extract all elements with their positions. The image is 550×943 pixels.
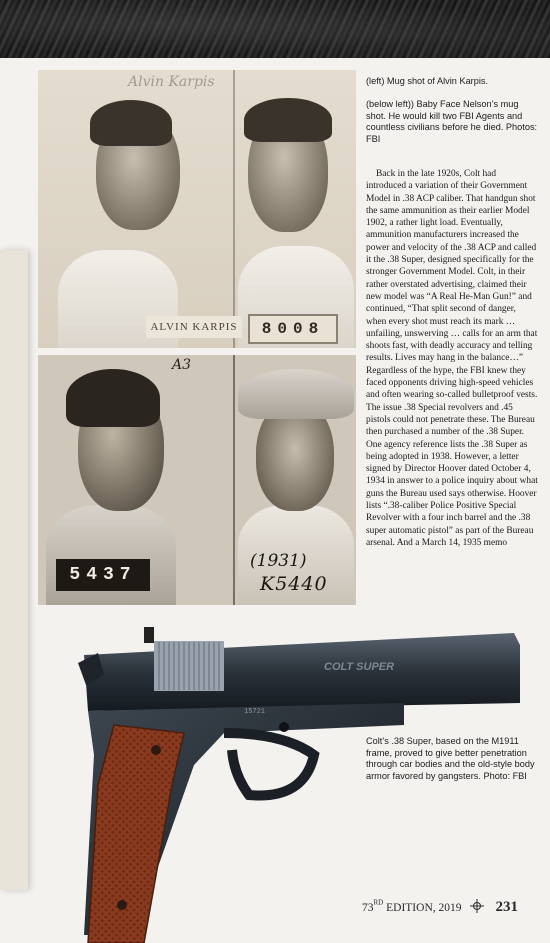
karpis-handwritten-name: Alvin Karpis xyxy=(128,74,215,90)
karpis-mug-shot xyxy=(38,70,356,348)
nelson-number-plate: 5437 xyxy=(56,559,150,591)
caption-karpis: (left) Mug shot of Alvin Karpis. xyxy=(366,76,489,86)
karpis-profile-hair xyxy=(90,100,172,146)
nelson-cap xyxy=(238,369,354,419)
nelson-handwritten-id: K5440 xyxy=(260,573,328,595)
nelson-handwritten-year: (1931) xyxy=(250,551,307,571)
karpis-number-plate: 8008 xyxy=(248,314,338,344)
caption-nelson: (below left)) Baby Face Nelson’s mug shot. He would kill two FBI Agents and countless civilians before he died. Photos: FBI xyxy=(366,99,538,144)
article-body-text: Back in the late 1920s, Colt had introduced a variation of their Government Model in .38 ACP caliber. That handgun shot the same ammunition as their earlier Model 1902, a rather light load. Eventually, ammunition manufacturers increased the power and velocity of the .38 ACP and called it the .38 Super, designed specifically for the stronger Government Model. Colt, in their rather overstated advertising, claimed their new model was “A Real He-Man Gun!” and continued, “That split second of danger, when every shot must reach its mark … unfailing, unswerving … calls for an arm that shoots fast, with deadly accuracy and telling results. Lives may hang in the balance…” Regardless of the hype, the FBI knew they faced opponents driving high-speed vehicles and often wearing so-called bulletproof vests. The issue .38 Special revolvers and .45 pistols could not penetrate these. The Bureau then purchased a number of the .38 Super. One agency reference lists the .38 Super as being adopted in 1938. However, a letter signed by Director Hoover dated October 4, 1934 in answer to a police inquiry about what guns the Bureau used says otherwise. Hoover lists “.38-caliber Police Positive Special Revolver with a four inch barrel and the .38 super automatic pistol” as part of the Bureau arsenal. And a March 14, 1935 memo xyxy=(366,169,538,548)
gun-slide-marking: COLT SUPER xyxy=(324,661,395,673)
edition-text: EDITION, 2019 xyxy=(383,902,462,914)
mug-shot-divider xyxy=(233,70,235,348)
nelson-profile-hair xyxy=(66,369,160,427)
nelson-mug-shot xyxy=(38,355,356,605)
karpis-front-hair xyxy=(244,98,332,142)
page-footer xyxy=(362,898,518,916)
page-number: 231 xyxy=(495,899,518,915)
caption-gun: Colt’s .38 Super, based on the M1911 frame, proved to give better penetration through car bodies and the old-style body armor favored by gangsters. Photo: FBI xyxy=(366,736,535,781)
background-paper-edge xyxy=(0,250,28,890)
crosshair-icon xyxy=(470,899,484,913)
edition-number: 73 xyxy=(362,902,374,914)
nelson-handwritten-mark: A3 xyxy=(172,357,192,373)
mug-shot-divider xyxy=(233,355,235,605)
gun-frame-number: 15721 xyxy=(244,708,266,716)
header-texture-band xyxy=(0,0,550,58)
edition-suffix: RD xyxy=(373,898,384,907)
karpis-name-plate: ALVIN KARPIS xyxy=(146,316,242,338)
